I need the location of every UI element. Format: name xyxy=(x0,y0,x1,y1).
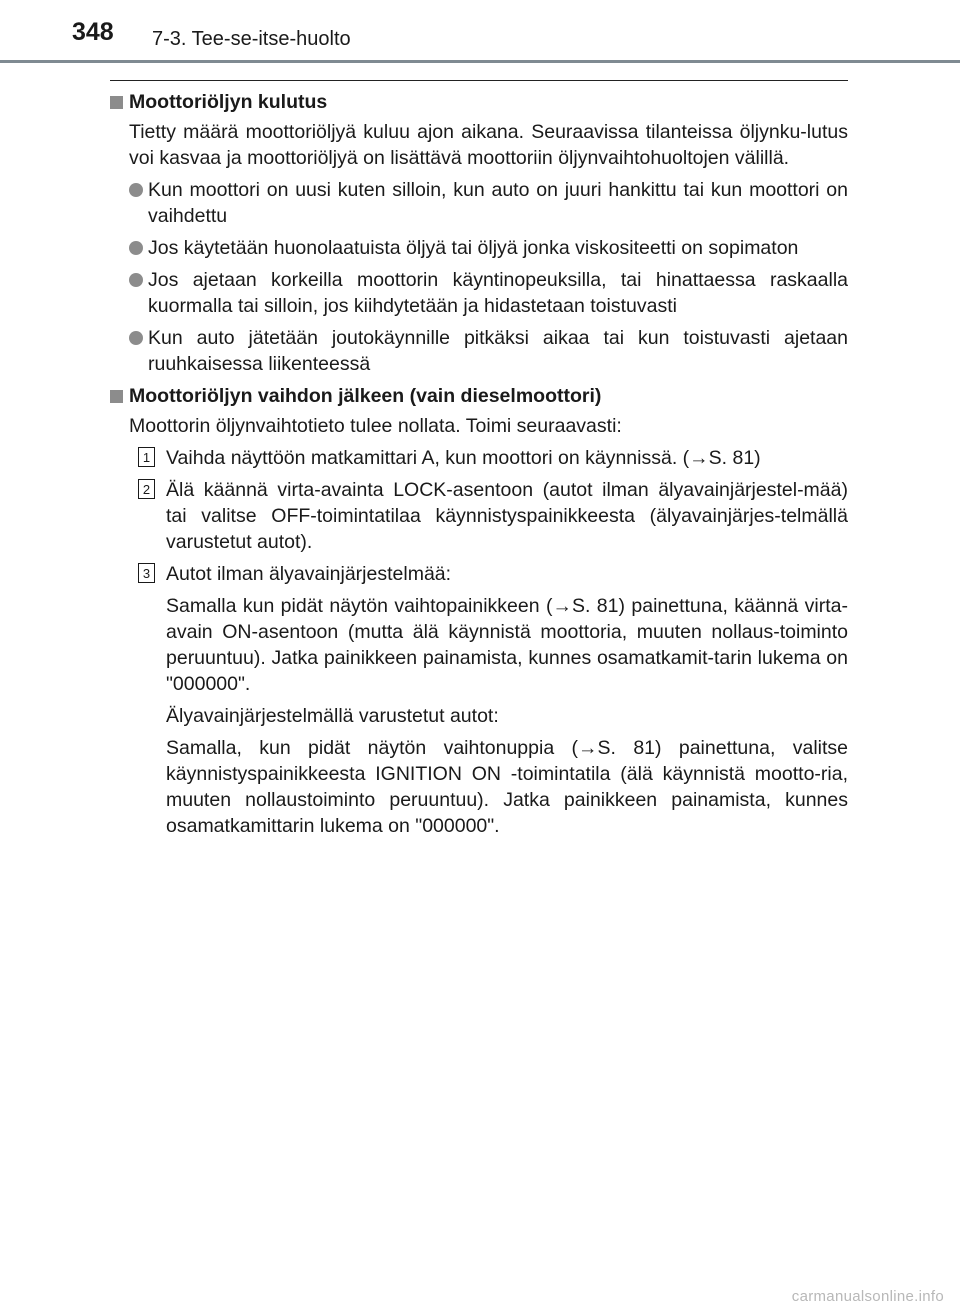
list-item xyxy=(110,177,848,229)
list-item xyxy=(110,267,848,319)
paragraph: Moottorin öljynvaihtotieto tulee nollata. Toimi seuraavasti: xyxy=(129,415,622,437)
round-bullet-icon xyxy=(129,183,143,197)
list-item-text: Kun auto jätetään joutokäynnille pitkäksi aikaa tai kun toistuvasti ajetaan ruuhkaisessa liikenteessä xyxy=(148,327,848,375)
section-heading-after-oil-change xyxy=(110,383,848,409)
step-3-paragraph-smart-key: Samalla, kun pidät näytön vaihtonuppia (→S. 81) painettuna, valitse käynnistyspainikkeesta IGNITION ON -toimintatila (älä käynnistä mootto-ria, muuten nollaustoiminto peruuntuu). Jatka painikkeen painamista, kunnes osamatkamittarin lukema on "000000". xyxy=(166,737,848,837)
list-item-text: Kun moottori on uusi kuten silloin, kun auto on juuri hankittu tai kun moottori on vaihdettu xyxy=(148,179,848,227)
paragraph: Tietty määrä moottoriöljyä kuluu ajon aikana. Seuraavissa tilanteissa öljynku-lutus voi kasvaa ja moottoriöljyä on lisättävä moottoriin öljynvaihtohuoltojen välillä. xyxy=(129,121,848,169)
step-3 xyxy=(110,561,848,587)
heading-text: Moottoriöljyn vaihdon jälkeen (vain dieselmoottori) xyxy=(129,385,602,407)
page-content xyxy=(110,89,848,845)
header-rule xyxy=(0,60,960,63)
watermark: carmanualsonline.info xyxy=(791,1288,944,1305)
section-title: 7-3. Tee-se-itse-huolto xyxy=(152,28,351,50)
list-item-text: Jos ajetaan korkeilla moottorin käyntinopeuksilla, tai hinattaessa raskaalla kuormalla tai silloin, jos kiihdytetään ja hidastetaan toistuvasti xyxy=(148,269,848,317)
heading-text: Moottoriöljyn kulutus xyxy=(129,91,328,113)
step-number-badge: 2 xyxy=(138,479,155,499)
step-number-badge: 3 xyxy=(138,563,155,583)
content-top-rule xyxy=(110,80,848,81)
square-bullet-icon xyxy=(110,390,123,403)
list-item xyxy=(110,235,848,261)
list-item-text: Jos käytetään huonolaatuista öljyä tai öljyä jonka viskositeetti on sopimaton xyxy=(148,237,799,259)
page-header xyxy=(0,0,960,62)
step-3-subheading: Älyavainjärjestelmällä varustetut autot: xyxy=(166,705,499,727)
step-1 xyxy=(110,445,848,471)
step-2 xyxy=(110,477,848,555)
step-text: Älä käännä virta-avainta LOCK-asentoon (autot ilman älyavainjärjestel-mää) tai valitse OFF-toimintatilaa käynnistyspainikkeesta (älyavainjärjes-telmällä varustetut autot). xyxy=(166,479,848,553)
round-bullet-icon xyxy=(129,241,143,255)
section-heading-oil-consumption xyxy=(110,89,848,115)
list-item xyxy=(110,325,848,377)
step-text: Vaihda näyttöön matkamittari A, kun moottori on käynnissä. (→S. 81) xyxy=(166,447,761,469)
step-number-badge: 1 xyxy=(138,447,155,467)
page-number: 348 xyxy=(72,18,114,46)
round-bullet-icon xyxy=(129,273,143,287)
square-bullet-icon xyxy=(110,96,123,109)
step-text: Autot ilman älyavainjärjestelmää: xyxy=(166,563,452,585)
step-3-paragraph: Samalla kun pidät näytön vaihtopainikkeen (→S. 81) painettuna, käännä virta-avain ON-asentoon (mutta älä käynnistä moottoria, muuten nollaus-toiminto peruuntuu). Jatka painikkeen painamista, kunnes osamatkamit-tarin lukema on "000000". xyxy=(166,595,848,695)
round-bullet-icon xyxy=(129,331,143,345)
